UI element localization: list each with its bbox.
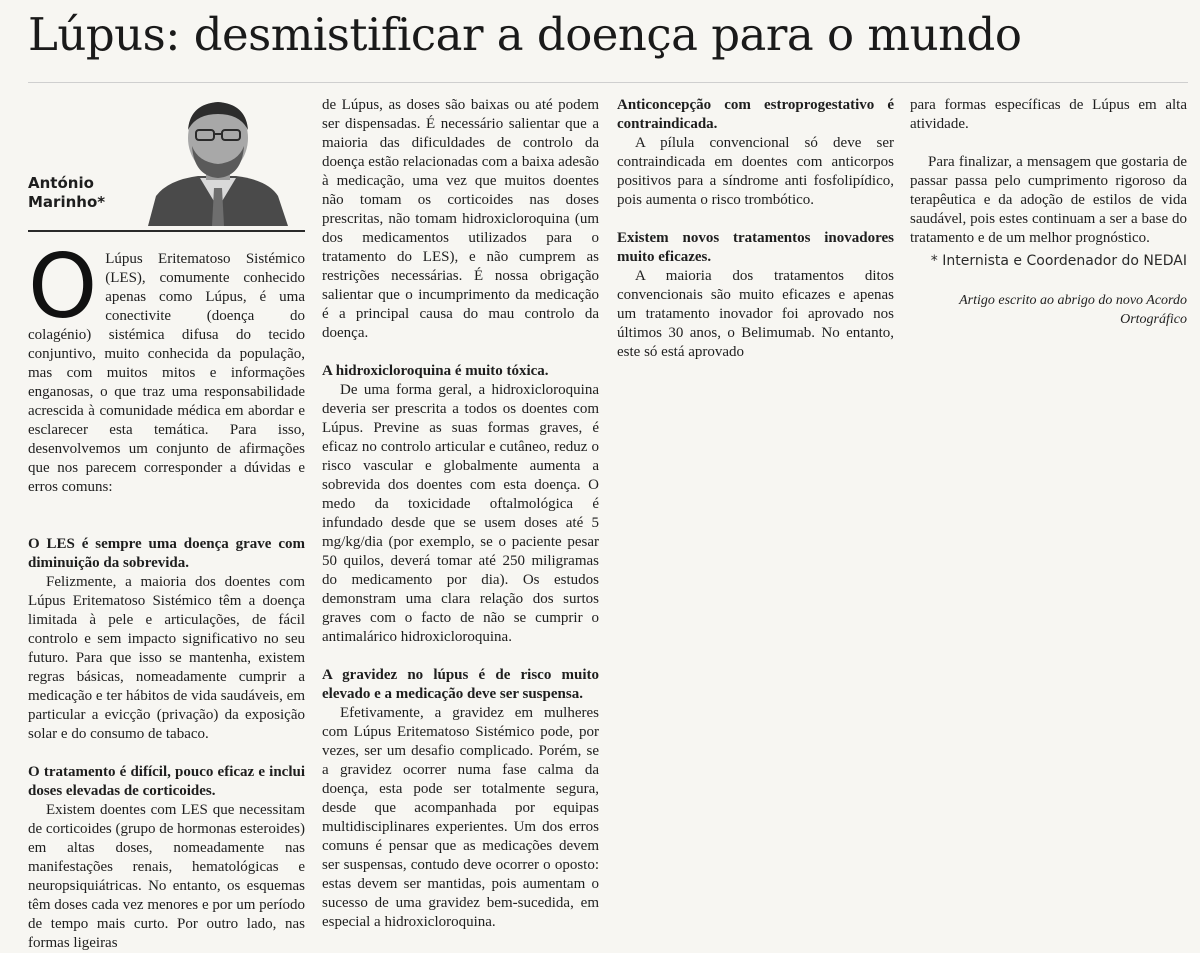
section-heading: A hidroxicloroquina é muito tóxica. [322,363,549,379]
intro-paragraph [28,235,305,497]
section-text: A maioria dos tratamentos ditos convencionais são muito eficazes e apenas um tratamento inovador foi aprovado nos últimos 30 anos, o Belimumab. No entanto, este só está aprovado [617,268,894,360]
article-title: Lúpus: desmistificar a doença para o mundo [28,8,1022,61]
intro-text: Lúpus Eritematoso Sistémico (LES), comumente conhecido apenas como Lúpus, é uma conectivite (doença do colagénio) sistémica difusa do tecido conjuntivo, muito conhecida da população, mas com muitos mitos e informações enganosas, o que traz uma responsabilidade acrescida à comunidade médica em abordar e esclarecer esta temática. Para isso, desenvolvemos um conjunto de afirmações que nos parecem corresponder a dúvidas e erros comuns: [28,251,305,495]
column-1 [28,96,305,953]
section-text-continued: de Lúpus, as doses são baixas ou até podem ser dispensadas. É necessário salientar que a maioria das dificuldades de controlo da doença estão relacionadas com a baixa adesão à medicação, uma vez que muitos doentes não tomam os corticoides nas doses prescritas, não tomam hidroxicloroquina (um dos medicamentos utilizados para o tratamento do LES), e não cumprem as restrições necessárias. É nossa obrigação salientar que o incumprimento da medicação é a principal causa do mau controlo da doença. [322,97,599,341]
column-4 [910,96,1187,329]
column-2 [322,96,599,932]
title-divider [28,82,1188,83]
author-photo [128,96,305,226]
orthography-note: Artigo escrito ao abrigo do novo Acordo Ortográfico [959,293,1187,327]
section-text: Existem doentes com LES que necessitam de corticoides (grupo de hormonas esteroides) em altas doses, nomeadamente nas manifestações renais, hematológicas e neuropsiquiátricas. No entanto, os esquemas têm doses cada vez menores e por um período de tempo mais curto. Por outro lado, nas formas ligeiras [28,802,305,951]
drop-cap: O [28,235,98,338]
closing-paragraph: Para finalizar, a mensagem que gostaria de passar passa pelo cumprimento rigoroso da terapêutica e da adoção de estilos de vida saudável, pois estes continuam a ser a base do tratamento e de um melhor prognóstico. [910,154,1187,246]
byline [28,96,305,230]
author-name: António Marinho* [28,174,106,211]
author-footnote: * Internista e Coordenador do NEDAI [930,253,1187,269]
section-heading: Existem novos tratamentos inovadores muito eficazes. [617,230,894,265]
section-text: Efetivamente, a gravidez em mulheres com Lúpus Eritematoso Sistémico pode, por vezes, ser um desafio complicado. Porém, se a gravidez ocorrer numa fase calma da doença, esta pode ser totalmente segura, desde que acompanhada por equipas multidisciplinares experientes. Um dos erros comuns é pensar que as medicações devem ser suspensas, contudo deve ocorrer o oposto: estas devem ser mantidas, pois aumentam o sucesso de uma gravidez bem-sucedida, em especial a hidroxicloroquina. [322,705,599,930]
byline-divider [28,230,305,232]
section-text: A pílula convencional só deve ser contraindicada em doentes com anticorpos positivos para a síndrome anti fosfolipídico, pois aumenta o risco trombótico. [617,135,894,208]
section-text: Felizmente, a maioria dos doentes com Lúpus Eritematoso Sistémico têm a doença limitada à pele e articulações, de fácil controlo e sem impacto significativo no seu futuro. Para que isso se mantenha, existem regras básicas, nomeadamente cumprir a medicação e ter hábitos de vida saudáveis, em particular a evicção (privação) da exposição solar e do consumo de tabaco. [28,574,305,742]
section-heading: Anticoncepção com estroprogestativo é contraindicada. [617,97,894,132]
section-heading: O LES é sempre uma doença grave com diminuição da sobrevida. [28,536,305,571]
section-heading: A gravidez no lúpus é de risco muito elevado e a medicação deve ser suspensa. [322,667,599,702]
section-text-continued: para formas específicas de Lúpus em alta atividade. [910,97,1187,132]
section-text: De uma forma geral, a hidroxicloroquina deveria ser prescrita a todos os doentes com Lúpus. Previne as suas formas graves, é eficaz no controlo articular e cutâneo, reduz o risco vascular e globalmente aumenta a sobrevida dos doentes com esta doença. O medo da toxicidade oftalmológica é infundado desde que se usem doses até 5 mg/kg/dia (por exemplo, se o paciente pesar 50 quilos, deverá tomar até 250 miligramas do medicamento por dia). Os estudos demonstram uma clara relação dos surtos graves com o facto de não se cumprir o antimalárico hidroxicloroquina. [322,382,599,645]
column-3 [617,96,894,362]
section-heading: O tratamento é difícil, pouco eficaz e inclui doses elevadas de corticoides. [28,764,305,799]
